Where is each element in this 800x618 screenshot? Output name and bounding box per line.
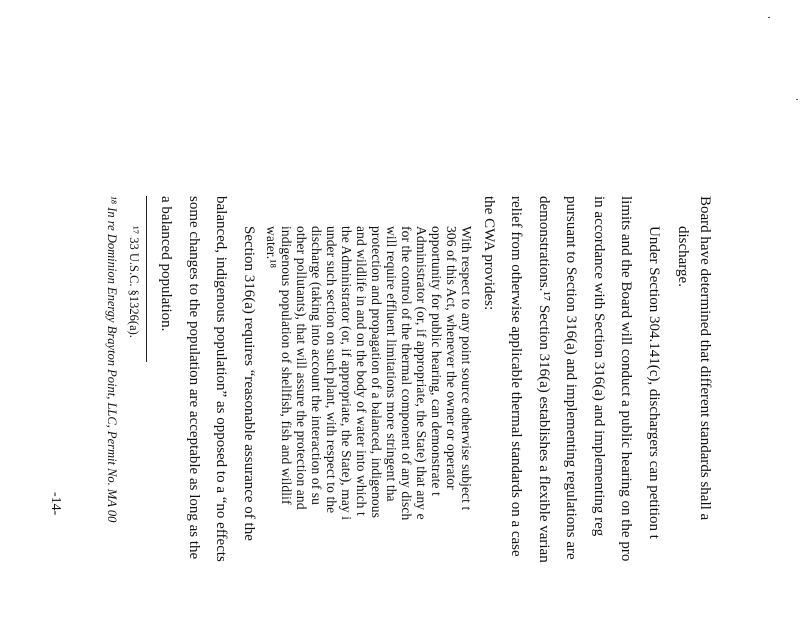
quote-line: indigenous population of shellfish, fish and wildlif — [279, 226, 294, 505]
body-line: demonstrations.¹⁷ Section 316(a) establishes a flexible varian — [536, 196, 552, 563]
body-line: Section 316(a) requires “reasonable assurance of the — [241, 226, 257, 541]
body-line: relief from otherwise applicable thermal standards on a case — [508, 196, 524, 557]
quote-line: With respect to any point source otherwise subject t — [459, 226, 474, 511]
quote-line: protection and propagation of a balanced, indigenous — [369, 226, 384, 518]
body-line: Board have determined that different standards shall a — [697, 196, 713, 521]
quote-line: under such section on such plant, with respect to the — [324, 226, 339, 514]
quote-line: other pollutants), that will assure the protection and — [294, 226, 309, 510]
quote-line: the Administrator (or, if appropriate, the State), may i — [339, 226, 354, 521]
scan-speck — [796, 99, 798, 100]
body-line: limits and the Board will conduct a public hearing on the pro — [618, 196, 634, 562]
body-line: the CWA provides: — [481, 196, 497, 311]
quote-line: opportunity for public hearing, can demonstrate t — [429, 226, 444, 496]
footnote: ¹⁷ 33 U.S.C. §1326(a). — [127, 226, 141, 338]
body-line: balanced, indigenous population” as opposed to a “no effects — [213, 196, 229, 562]
quote-line: for the control of the thermal component of any disch — [399, 226, 414, 521]
quote-line: will require effluent limitations more stringent tha — [384, 226, 399, 502]
footnote: ¹⁸ In re Dominion Energy Brayton Point, LLC, Permit No. MA 00 — [105, 196, 119, 523]
quote-line: Administrator (or, if appropriate, the State) that any e — [414, 226, 429, 520]
body-line: pursuant to Section 316(a) and implementing regulations are — [563, 196, 579, 560]
page-number: -14- — [48, 492, 63, 516]
body-line: some changes to the population are acceptable as long as the — [186, 196, 202, 560]
body-line: Under Section 304.141(c), dischargers can petition t — [646, 226, 662, 539]
quote-line: water.¹⁸ — [264, 226, 279, 269]
quote-line: 306 of this Act, whenever the owner or operator — [444, 226, 459, 490]
quote-line: and wildlife in and on the body of water into which t — [354, 226, 369, 516]
footnote-separator — [146, 196, 147, 362]
body-line: a balanced population. — [158, 196, 174, 332]
body-line: discharge. — [675, 226, 691, 287]
quote-line: discharge (taking into account the interaction of su — [309, 226, 324, 505]
scan-speck — [768, 17, 770, 18]
body-line: in accordance with Section 316(a) and implementing reg — [591, 196, 607, 537]
